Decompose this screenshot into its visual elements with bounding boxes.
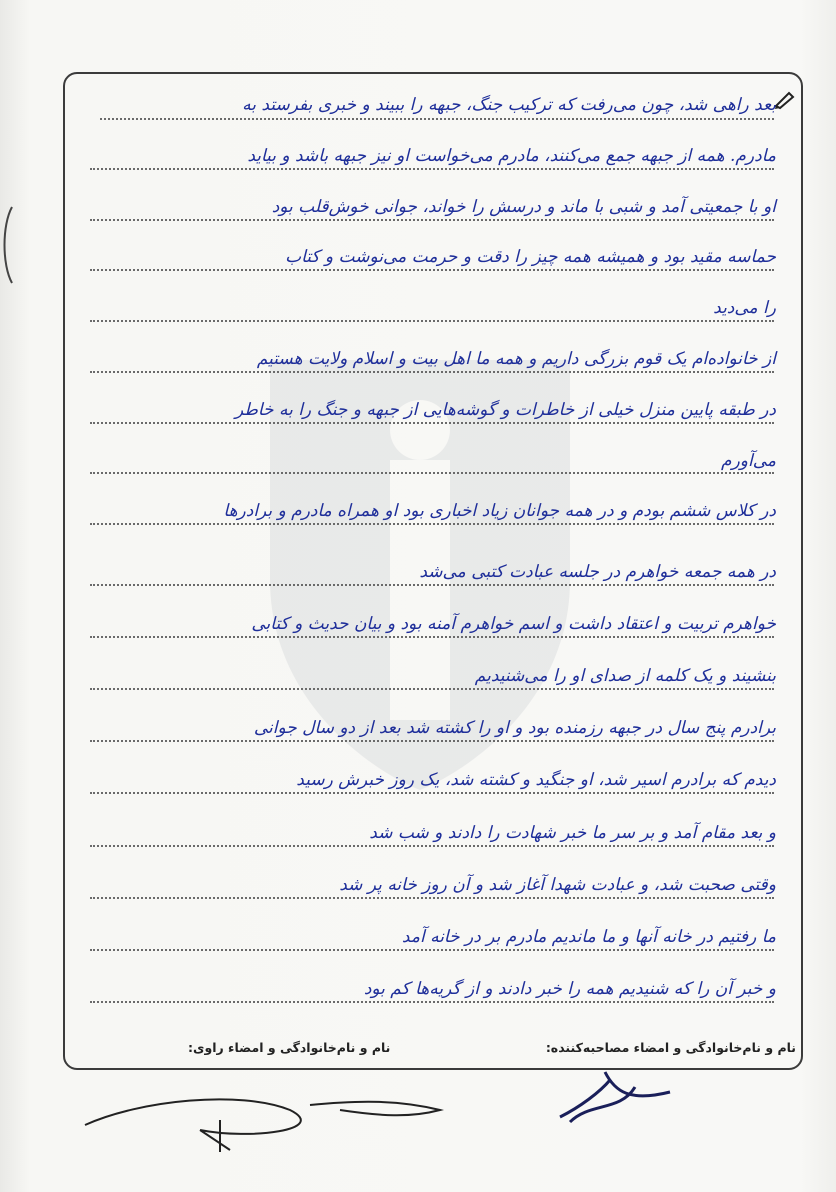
ruled-line bbox=[100, 118, 774, 120]
handwritten-line: در کلاس ششم بودم و در همه جوانان زیاد اخباری بود او همراه مادرم و برادرها bbox=[223, 501, 776, 521]
binding-hole-mark bbox=[0, 205, 14, 285]
handwritten-line: و بعد مقام آمد و بر سر ما خبر شهادت را دادند و شب شد bbox=[369, 823, 776, 843]
interviewer-signature bbox=[540, 1062, 690, 1132]
ruled-line bbox=[90, 219, 774, 221]
handwritten-line: و خبر آن را که شنیدیم همه را خبر دادند و از گریه‌ها کم بود bbox=[363, 979, 776, 999]
ruled-line bbox=[90, 422, 774, 424]
handwritten-line: برادرم پنج سال در جبهه رزمنده بود و او را کشته شد بعد از دو سال جوانی bbox=[253, 718, 776, 738]
handwritten-line: را می‌دید bbox=[713, 298, 776, 318]
handwritten-line: او با جمعیتی آمد و شبی با ماند و درسش را خواند، جوانی خوش‌قلب بود bbox=[271, 197, 776, 217]
ruled-line bbox=[90, 949, 774, 951]
ruled-line bbox=[90, 523, 774, 525]
ruled-line bbox=[90, 845, 774, 847]
handwritten-line: در همه جمعه خواهرم در جلسه عبادت کتبی می‌شد bbox=[419, 562, 776, 582]
ruled-line bbox=[90, 792, 774, 794]
handwritten-line: مادرم. همه از جبهه جمع می‌کنند، مادرم می‌خواست او نیز جبهه باشد و بیاید bbox=[247, 146, 776, 166]
handwritten-line: وقتی صحبت شد، و عبادت شهدا آغاز شد و آن روز خانه پر شد bbox=[339, 875, 776, 895]
interviewer-signature-label: نام و نام‌خانوادگی و امضاء مصاحبه‌کننده: bbox=[545, 1040, 796, 1055]
handwritten-line: ما رفتیم در خانه آنها و ما ماندیم مادرم بر در خانه آمد bbox=[401, 927, 776, 947]
ruled-line bbox=[90, 320, 774, 322]
handwritten-line: در طبقه پایین منزل خیلی از خاطرات و گوشه‌هایی از جبهه و جنگ را به خاطر bbox=[234, 400, 776, 420]
handwritten-line: از خانواده‌ام یک قوم بزرگی داریم و همه ما اهل بیت و اسلام ولایت هستیم bbox=[256, 349, 776, 369]
ruled-line bbox=[90, 269, 774, 271]
handwritten-line: بنشیند و یک کلمه از صدای او را می‌شنیدیم bbox=[474, 666, 776, 686]
ruled-line bbox=[90, 1001, 774, 1003]
handwritten-line: دیدم که برادرم اسیر شد، او جنگید و کشته شد، یک روز خبرش رسید bbox=[296, 770, 776, 790]
ruled-line bbox=[90, 584, 774, 586]
ruled-line bbox=[90, 371, 774, 373]
ruled-line bbox=[90, 688, 774, 690]
ruled-line bbox=[90, 472, 774, 474]
narrator-signature-label: نام و نام‌خانوادگی و امضاء راوی: bbox=[188, 1040, 391, 1055]
ruled-line bbox=[90, 740, 774, 742]
ruled-line bbox=[90, 897, 774, 899]
ruled-line bbox=[90, 636, 774, 638]
handwritten-line: حماسه مقید بود و همیشه همه چیز را دقت و حرمت می‌نوشت و کتاب bbox=[285, 247, 776, 267]
ruled-line bbox=[90, 168, 774, 170]
handwritten-line: می‌آورم bbox=[721, 451, 776, 471]
pen-icon bbox=[774, 90, 796, 110]
handwritten-line: خواهرم تربیت و اعتقاد داشت و اسم خواهرم آمنه بود و بیان حدیث و کتابی bbox=[251, 614, 776, 634]
handwritten-line: بعد راهی شد، چون می‌رفت که ترکیب جنگ، جبهه را ببیند و خبری بفرستد به bbox=[242, 95, 776, 115]
narrator-signature bbox=[80, 1080, 480, 1160]
